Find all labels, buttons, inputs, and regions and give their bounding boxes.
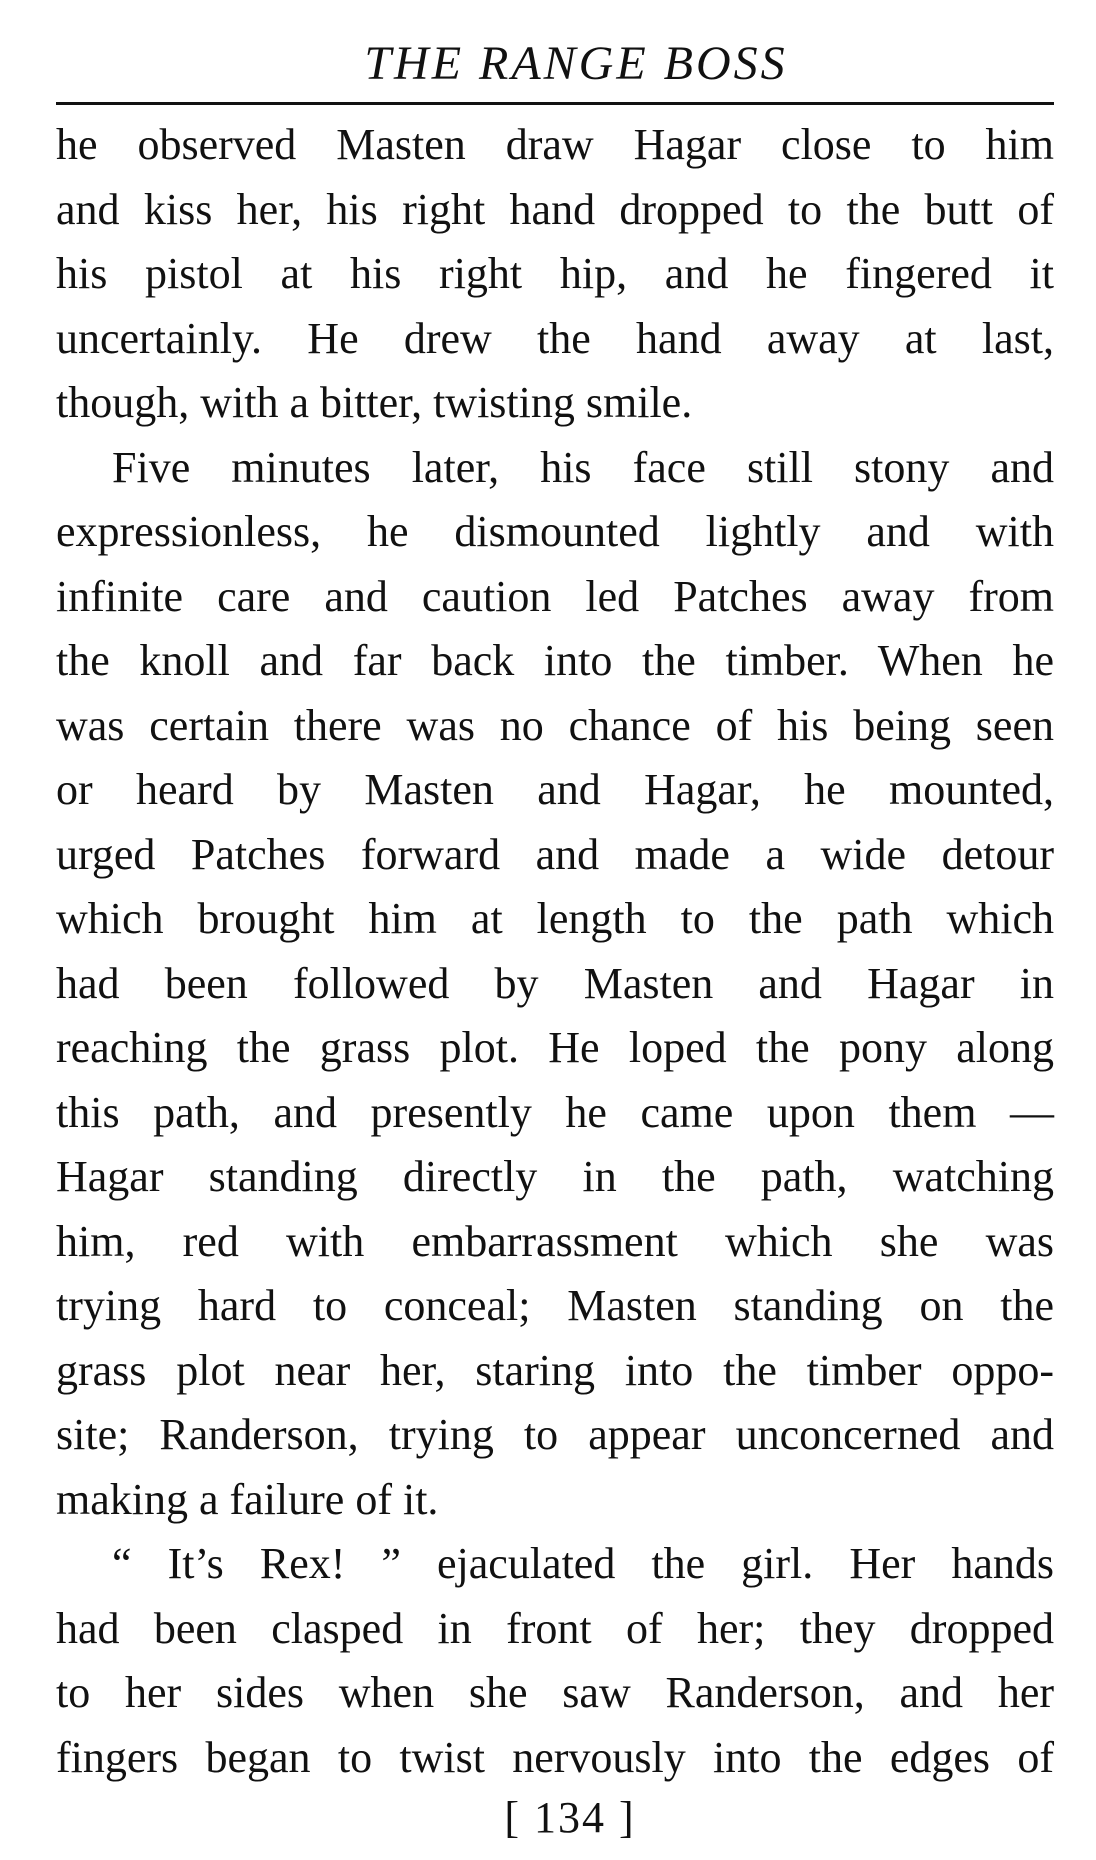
text-line: reaching the grass plot. He loped the pony along — [56, 1023, 1054, 1072]
text-line: Hagar standing directly in the path, watching — [56, 1152, 1054, 1201]
text-line: infinite care and caution led Patches away from — [56, 571, 1054, 621]
text-line: and kiss her, his right hand dropped to the butt of — [56, 184, 1054, 234]
text-line: trying hard to conceal; Masten standing on the — [56, 1281, 1054, 1330]
page-number: [ 134 ] — [504, 1793, 636, 1842]
text-line: had been followed by Masten and Hagar in — [56, 958, 1054, 1008]
text-line: expressionless, he dismounted lightly and with — [56, 507, 1054, 556]
text-line: this path, and presently he came upon them — — [56, 1087, 1054, 1137]
text-line: had been clasped in front of her; they dropped — [56, 1603, 1054, 1653]
paragraph-3 — [56, 1532, 1054, 1790]
text-line: his pistol at his right hip, and he fingered it — [56, 249, 1054, 298]
text-line: urged Patches forward and made a wide detour — [56, 829, 1054, 879]
text-line: Five minutes later, his face still stony and — [112, 442, 1054, 492]
text-line: making a failure of it. — [56, 1474, 439, 1524]
body-text — [56, 113, 1054, 1790]
text-line: uncertainly. He drew the hand away at last, — [56, 313, 1054, 363]
header-rule — [56, 102, 1054, 105]
book-page — [56, 36, 1054, 1842]
text-line: though, with a bitter, twisting smile. — [56, 378, 693, 427]
paragraph-1 — [56, 113, 1054, 436]
text-line: or heard by Masten and Hagar, he mounted, — [56, 765, 1054, 814]
text-line: the knoll and far back into the timber. When he — [56, 636, 1054, 685]
text-line: “ It’s Rex! ” ejaculated the girl. Her hands — [112, 1539, 1054, 1588]
text-line: to her sides when she saw Randerson, and her — [56, 1668, 1054, 1717]
text-line: fingers began to twist nervously into the edges of — [56, 1732, 1054, 1782]
text-line: site; Randerson, trying to appear unconcerned and — [56, 1410, 1054, 1459]
text-line: he observed Masten draw Hagar close to him — [56, 120, 1054, 169]
text-line: him, red with embarrassment which she was — [56, 1216, 1054, 1266]
text-line: was certain there was no chance of his being seen — [56, 700, 1054, 750]
paragraph-2 — [56, 436, 1054, 1533]
running-head: THE RANGE BOSS — [364, 37, 788, 90]
text-line: grass plot near her, staring into the timber oppo- — [56, 1345, 1054, 1395]
text-line: which brought him at length to the path which — [56, 894, 1054, 943]
